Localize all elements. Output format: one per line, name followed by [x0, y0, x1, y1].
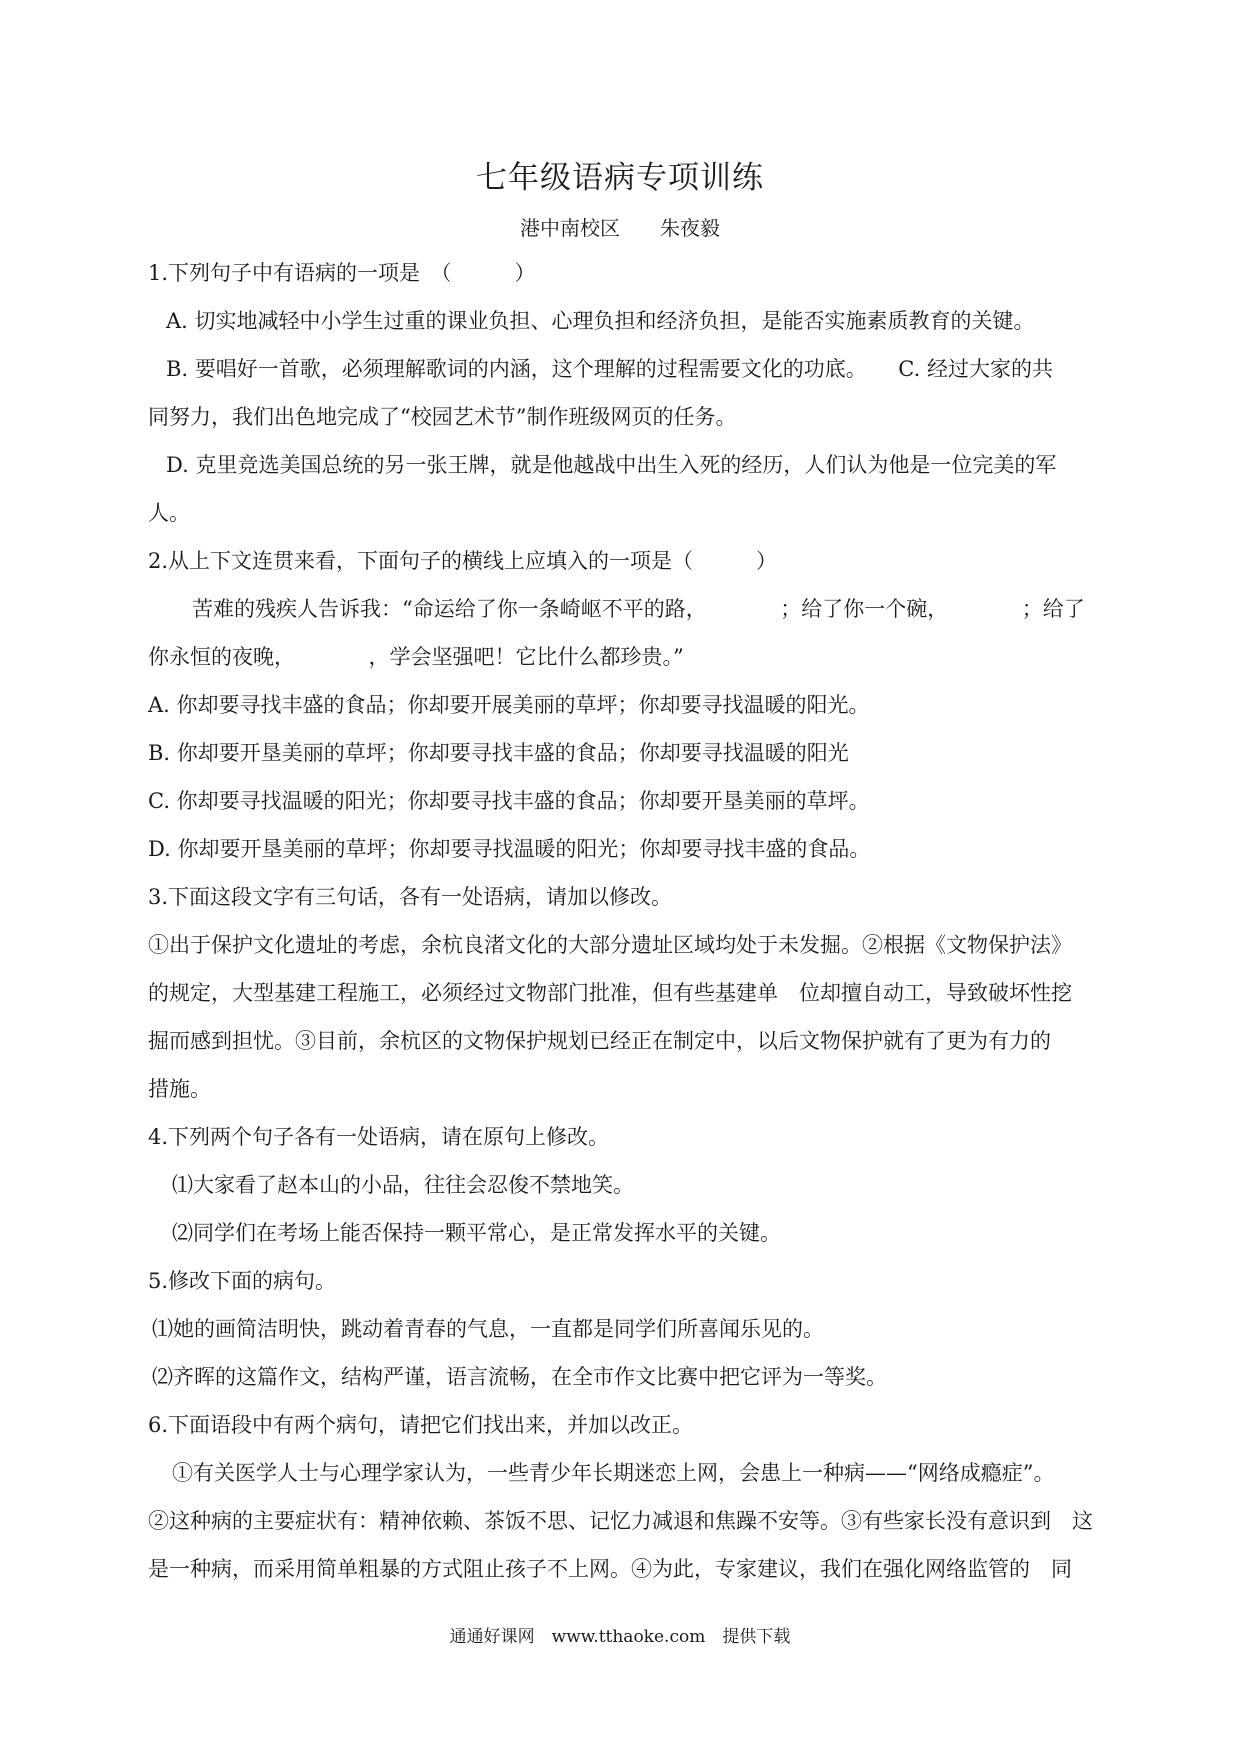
q5-sentence-1: ⑴她的画简洁明快，跳动着青春的气息，一直都是同学们所喜闻乐见的。: [152, 1317, 824, 1341]
q2-option-d: D. 你却要开垦美丽的草坪；你却要寻找温暖的阳光；你却要寻找丰盛的食品。: [148, 837, 871, 861]
author-line: 港中南校区 朱夜毅: [520, 216, 720, 240]
q3-passage-line-1: ①出于保护文化遗址的考虑，余杭良渚文化的大部分遗址区域均处于未发掘。②根据《文物保护法》: [148, 933, 1072, 957]
q2-passage-line-1: 苦难的残疾人告诉我：“命运给了你一条崎岖不平的路， ；给了你一个碗， ；给了: [192, 597, 1085, 621]
q3-passage-line-2: 的规定，大型基建工程施工，必须经过文物部门批准，但有些基建单 位却擅自动工，导致破坏性挖: [148, 981, 1072, 1005]
q5-stem: 5.修改下面的病句。: [148, 1269, 337, 1293]
q4-sentence-1: ⑴大家看了赵本山的小品，往往会忍俊不禁地笑。: [172, 1173, 634, 1197]
q1-option-d: D. 克里竞选美国总统的另一张王牌，就是他越战中出生入死的经历，人们认为他是一位完美的军: [166, 453, 1057, 477]
q4-sentence-2: ⑵同学们在考场上能否保持一颗平常心，是正常发挥水平的关键。: [172, 1221, 781, 1245]
q6-passage-line-3: 是一种病，而采用简单粗暴的方式阻止孩子不上网。④为此，专家建议，我们在强化网络监管的 同: [148, 1557, 1072, 1581]
q4-stem: 4.下列两个句子各有一处语病，请在原句上修改。: [148, 1125, 610, 1149]
q3-stem: 3.下面这段文字有三句话，各有一处语病，请加以修改。: [148, 885, 673, 909]
q6-stem: 6.下面语段中有两个病句，请把它们找出来，并加以改正。: [148, 1413, 694, 1437]
q6-passage-line-2: ②这种病的主要症状有：精神依赖、茶饭不思、记忆力减退和焦躁不安等。③有些家长没有意识到 这: [148, 1509, 1093, 1533]
q1-stem: 1.下列句子中有语病的一项是 （ ）: [148, 261, 536, 285]
q2-option-b: B. 你却要开垦美丽的草坪；你却要寻找丰盛的食品；你却要寻找温暖的阳光: [148, 741, 849, 765]
q3-passage-line-3: 掘而感到担忧。③目前，余杭区的文物保护规划已经正在制定中，以后文物保护就有了更为有力的: [148, 1029, 1051, 1053]
q3-passage-line-4: 措施。: [148, 1077, 211, 1101]
q6-passage-line-1: ①有关医学人士与心理学家认为，一些青少年长期迷恋上网，会患上一种病——“网络成瘾症”。: [172, 1461, 1055, 1485]
q1-option-d-cont: 人。: [148, 501, 190, 525]
q1-option-a: A. 切实地减轻中小学生过重的课业负担、心理负担和经济负担，是能否实施素质教育的关键。: [166, 309, 1035, 333]
download-footer: 通通好课网 www.tthaoke.com 提供下载: [449, 1627, 791, 1647]
q1-option-b-cont: 同努力，我们出色地完成了“校园艺术节”制作班级网页的任务。: [148, 405, 737, 429]
q2-option-c: C. 你却要寻找温暖的阳光；你却要寻找丰盛的食品；你却要开垦美丽的草坪。: [148, 789, 870, 813]
q1-option-b: B. 要唱好一首歌，必须理解歌词的内涵，这个理解的过程需要文化的功底。 C. 经过大家的共: [166, 357, 1053, 381]
page-title: 七年级语病专项训练: [476, 160, 764, 196]
q2-option-a: A. 你却要寻找丰盛的食品；你却要开展美丽的草坪；你却要寻找温暖的阳光。: [148, 693, 870, 717]
q2-passage-line-2: 你永恒的夜晚， ，学会坚强吧！它比什么都珍贵。”: [148, 645, 684, 669]
q5-sentence-2: ⑵齐晖的这篇作文，结构严谨，语言流畅，在全市作文比赛中把它评为一等奖。: [152, 1365, 887, 1389]
q2-stem: 2.从上下文连贯来看，下面句子的横线上应填入的一项是（ ）: [148, 549, 778, 573]
